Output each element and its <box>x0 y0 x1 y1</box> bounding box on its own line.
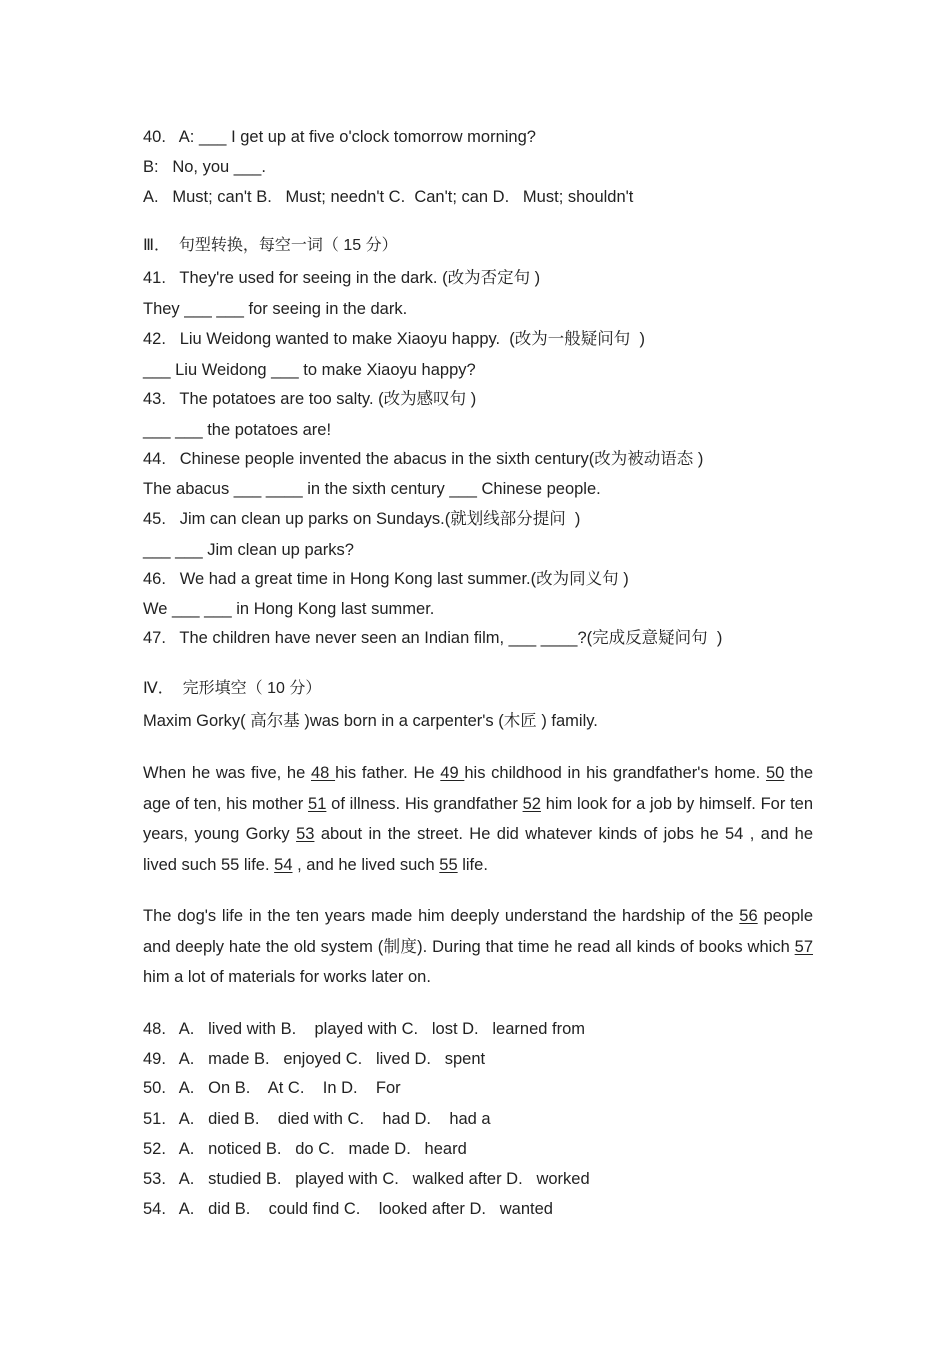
q44-answer: The abacus ___ ____ in the sixth century ___ Chinese people. <box>143 480 601 498</box>
q41-answer: They ___ ___ for seeing in the dark. <box>143 300 408 318</box>
blank-number: 54 <box>274 855 293 874</box>
section4-heading: Ⅳ． 完形填空（ 10 分） <box>143 680 322 697</box>
cloze-paragraph-1 <box>143 758 813 880</box>
blank-number: 52 <box>522 794 541 813</box>
blank-number: 49 <box>440 764 465 782</box>
paragraph-text: When he was five, he <box>143 764 311 782</box>
cloze-intro: Maxim Gorky( 高尔基 )was born in a carpenter's (木匠 ) family. <box>143 712 598 730</box>
section3-heading: Ⅲ． 句型转换，每空一词（ 15 分） <box>143 237 398 254</box>
paragraph-text: his father. He <box>335 764 441 782</box>
paragraph-text: him look for a job by himself. For ten years, young Gorky <box>143 794 814 843</box>
q40-options: A. Must; can't B. Must; needn't C. Can't; can D. Must; shouldn't <box>143 188 634 206</box>
paragraph-text: , and he lived such <box>292 855 440 874</box>
blank-number: 56 <box>739 907 758 925</box>
paragraph-text: about in the street. He did whatever kinds of jobs he 54 , and he lived such 55 life. <box>143 825 814 874</box>
paragraph-text: of illness. His grandfather <box>326 794 523 813</box>
option-52: 52. A. noticed B. do C. made D. heard <box>143 1140 467 1158</box>
paragraph-text: The dog's life in the ten years made him deeply understand the hardship of the <box>143 907 740 925</box>
q40-line-a: 40. A: ___ I get up at five o'clock tomorrow morning? <box>143 128 536 146</box>
paragraph-text: the age of ten, his mother <box>143 764 813 813</box>
q43-question: 43. The potatoes are too salty. (改为感叹句 ) <box>143 390 477 408</box>
paragraph-text: him a lot of materials for works later on. <box>143 968 431 986</box>
blank-number: 53 <box>296 825 315 843</box>
option-53: 53. A. studied B. played with C. walked after D. worked <box>143 1170 590 1188</box>
option-49: 49. A. made B. enjoyed C. lived D. spent <box>143 1050 486 1068</box>
q46-question: 46. We had a great time in Hong Kong last summer.(改为同义句 ) <box>143 570 629 588</box>
paragraph-text: life. <box>457 855 488 874</box>
cloze-paragraph-2 <box>143 901 813 993</box>
option-50: 50. A. On B. At C. In D. For <box>143 1079 401 1097</box>
q42-answer: ___ Liu Weidong ___ to make Xiaoyu happy? <box>143 361 476 379</box>
blank-number: 50 <box>765 764 785 782</box>
q44-question: 44. Chinese people invented the abacus in the sixth century(改为被动语态 ) <box>143 450 704 468</box>
q45-answer: ___ ___ Jim clean up parks? <box>143 541 354 559</box>
q40-line-b: B: No, you ___. <box>143 158 266 176</box>
q47-question: 47. The children have never seen an Indian film, ___ ____?(完成反意疑问句 ) <box>143 629 723 647</box>
option-48: 48. A. lived with B. played with C. lost D. learned from <box>143 1020 586 1038</box>
q46-answer: We ___ ___ in Hong Kong last summer. <box>143 600 435 618</box>
q45-question: 45. Jim can clean up parks on Sundays.(就划线部分提问 ) <box>143 510 581 528</box>
paragraph-text: people and deeply hate the old system (制度). During that time he read all kinds of books which <box>143 907 813 956</box>
blank-number: 55 <box>439 855 458 874</box>
q41-question: 41. They're used for seeing in the dark. (改为否定句 ) <box>143 269 541 287</box>
paragraph-text: his childhood in his grandfather's home. <box>464 764 766 782</box>
blank-number: 57 <box>794 937 813 956</box>
blank-number: 48 <box>311 764 336 782</box>
q42-question: 42. Liu Weidong wanted to make Xiaoyu happy. (改为一般疑问句 ) <box>143 330 645 348</box>
option-51: 51. A. died B. died with C. had D. had a <box>143 1110 491 1128</box>
option-54: 54. A. did B. could find C. looked after D. wanted <box>143 1200 553 1218</box>
q43-answer: ___ ___ the potatoes are! <box>143 421 332 439</box>
blank-number: 51 <box>308 794 327 813</box>
